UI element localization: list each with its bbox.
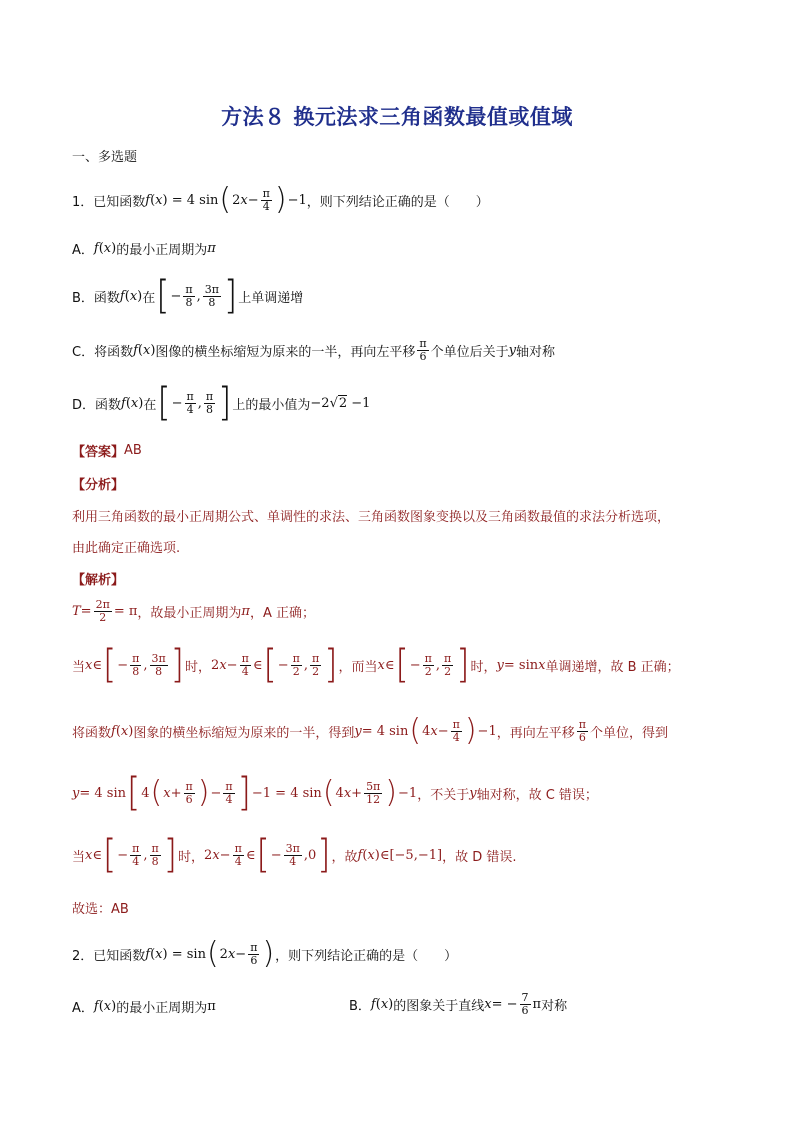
solution-line-2: 当 x ∈ [ − $\frac{\pi}{8}$ , $\frac{3\pi}{8}$ ] 时， 2 x − $\frac{\pi}{4}$ ∈ [ − $\frac{\pi}{2}$ , $\frac{\pi}{2}$ ] ，而当 x ∈ [ − $\frac{\pi}{2}$ , $\frac{\pi}{2}$ ] 时， y = sin x 单调递增，故 B 正确； <box>72 642 680 688</box>
answer-value: AB <box>124 443 142 458</box>
analysis-line-1: 利用三角函数的最小正周期公式、单调性的求法、三角函数图象变换以及三角函数最值的求法分析选项， <box>72 510 671 525</box>
q1-option-a: A． f ( x ) 的最小正周期为 π <box>72 241 216 258</box>
solution-tag: 【解析】 <box>72 573 125 588</box>
choose-line: 故选：AB <box>72 902 129 917</box>
solution-line-1: T = $\frac{2\pi}{2}$ = π ，故最小正周期为 π ，A 正确； <box>72 598 315 624</box>
q1-formula: f <box>145 192 151 208</box>
q1-option-c: C．将函数 f ( x ) 图像的横坐标缩短为原来的一半，再向左平移 $\frac{\pi}{6}$ 个单位后关于 y 轴对称 <box>72 337 556 363</box>
question-2-stem: 2．已知函数 f ( x ) = sin ( 2 x − $\frac{\pi}{6}$ ) ，则下列结论正确的是（ ） <box>72 936 458 971</box>
answer-line <box>72 441 142 460</box>
page-title: 方法８ 换元法求三角函数最值或值域 <box>221 105 573 129</box>
q1-option-d: D．函数 f ( x ) 在 [ − $\frac{\pi}{4}$ , $\frac{\pi}{8}$ ] 上的最小值为 −2√2 −1 <box>72 380 371 426</box>
analysis-line-2: 由此确定正确选项. <box>72 541 181 556</box>
solution-line-4: y = 4 sin [ 4 ( x + $\frac{\pi}{6}$ ) − $\frac{\pi}{4}$ ] −1 = 4 sin ( 4 x + $\frac{5\pi}{12}$ ) −1 ，不关于 y 轴对称，故 C 错误； <box>72 770 598 816</box>
section-heading: 一、多选题 <box>72 150 138 165</box>
analysis-tag: 【分析】 <box>72 478 125 493</box>
q1-lead: 1．已知函数 <box>72 194 146 210</box>
q1-tail: ，则下列结论正确的是（ ） <box>306 194 489 210</box>
solution-line-5: 当 x ∈ [ − $\frac{\pi}{4}$ , $\frac{\pi}{8}$ ] 时， 2 x − $\frac{\pi}{4}$ ∈ [ − $\frac{3\pi}{4}$ ,0 ] ，故 f ( x )∈[−5,−1] ，故 D 错误. <box>72 832 517 878</box>
q1-option-b: B．函数 f ( x ) 在 [ − $\frac{\pi}{8}$ , $\frac{3\pi}{8}$ ] 上单调递增 <box>72 273 304 319</box>
question-1-stem: 1．已知函数 f ( x ) = 4 sin ( 2 x − $\frac{\pi}{4}$ ) −1 ，则下列结论正确的是（ ） <box>72 182 489 217</box>
q2-option-b: B． f ( x ) 的图象关于直线 x = − $\frac{7}{6}$ π 对称 <box>349 991 568 1017</box>
answer-tag: 【答案】 <box>72 445 125 460</box>
q2-option-a: A． f ( x ) 的最小正周期为 π <box>72 999 216 1016</box>
solution-line-3: 将函数 f ( x ) 图象的横坐标缩短为原来的一半，得到 y = 4 sin ( 4 x − $\frac{\pi}{4}$ ) −1 ，再向左平移 $\frac{\pi}{6}$ 个单位，得到 <box>72 713 668 748</box>
